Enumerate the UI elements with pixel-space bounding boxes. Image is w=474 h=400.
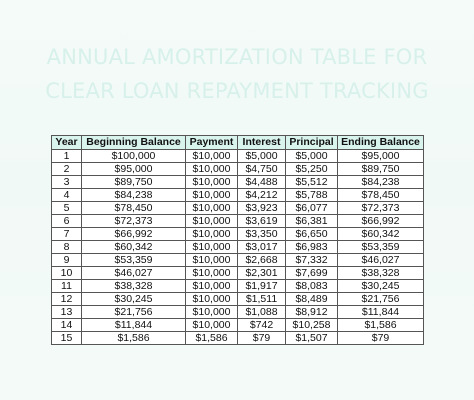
header-beginning-balance: Beginning Balance xyxy=(82,136,186,150)
cell-year: 9 xyxy=(52,254,82,267)
cell-beginning-balance: $38,328 xyxy=(82,280,186,293)
table-row xyxy=(52,293,424,306)
cell-interest: $79 xyxy=(238,332,286,345)
cell-year: 13 xyxy=(52,306,82,319)
cell-beginning-balance: $11,844 xyxy=(82,319,186,332)
cell-payment: $10,000 xyxy=(186,215,238,228)
cell-principal: $6,650 xyxy=(286,228,338,241)
cell-payment: $10,000 xyxy=(186,150,238,163)
cell-ending-balance: $46,027 xyxy=(338,254,424,267)
header-row xyxy=(52,136,424,150)
cell-interest: $3,923 xyxy=(238,202,286,215)
cell-payment: $10,000 xyxy=(186,202,238,215)
cell-principal: $5,788 xyxy=(286,189,338,202)
cell-interest: $3,017 xyxy=(238,241,286,254)
cell-year: 2 xyxy=(52,163,82,176)
cell-principal: $8,083 xyxy=(286,280,338,293)
cell-payment: $10,000 xyxy=(186,176,238,189)
title-line-2: CLEAR LOAN REPAYMENT TRACKING xyxy=(45,79,429,103)
cell-interest: $1,511 xyxy=(238,293,286,306)
table-row xyxy=(52,319,424,332)
cell-interest: $2,668 xyxy=(238,254,286,267)
cell-payment: $10,000 xyxy=(186,254,238,267)
header-payment: Payment xyxy=(186,136,238,150)
cell-year: 14 xyxy=(52,319,82,332)
cell-interest: $4,750 xyxy=(238,163,286,176)
cell-year: 8 xyxy=(52,241,82,254)
cell-principal: $7,332 xyxy=(286,254,338,267)
cell-interest: $5,000 xyxy=(238,150,286,163)
cell-principal: $7,699 xyxy=(286,267,338,280)
cell-beginning-balance: $66,992 xyxy=(82,228,186,241)
table-row xyxy=(52,163,424,176)
cell-year: 7 xyxy=(52,228,82,241)
cell-interest: $3,619 xyxy=(238,215,286,228)
cell-interest: $742 xyxy=(238,319,286,332)
header-principal: Principal xyxy=(286,136,338,150)
table-body xyxy=(52,150,424,345)
cell-beginning-balance: $53,359 xyxy=(82,254,186,267)
cell-year: 6 xyxy=(52,215,82,228)
cell-payment: $10,000 xyxy=(186,189,238,202)
cell-year: 4 xyxy=(52,189,82,202)
cell-ending-balance: $84,238 xyxy=(338,176,424,189)
table-row xyxy=(52,267,424,280)
cell-ending-balance: $78,450 xyxy=(338,189,424,202)
table-row xyxy=(52,306,424,319)
cell-ending-balance: $95,000 xyxy=(338,150,424,163)
cell-year: 10 xyxy=(52,267,82,280)
cell-principal: $5,000 xyxy=(286,150,338,163)
header-ending-balance: Ending Balance xyxy=(338,136,424,150)
table-row xyxy=(52,189,424,202)
cell-principal: $5,512 xyxy=(286,176,338,189)
cell-beginning-balance: $21,756 xyxy=(82,306,186,319)
cell-beginning-balance: $78,450 xyxy=(82,202,186,215)
document-title xyxy=(0,40,474,108)
cell-beginning-balance: $89,750 xyxy=(82,176,186,189)
cell-interest: $4,212 xyxy=(238,189,286,202)
table-row xyxy=(52,215,424,228)
cell-principal: $1,507 xyxy=(286,332,338,345)
cell-year: 5 xyxy=(52,202,82,215)
cell-ending-balance: $11,844 xyxy=(338,306,424,319)
cell-interest: $2,301 xyxy=(238,267,286,280)
header-year: Year xyxy=(52,136,82,150)
cell-year: 1 xyxy=(52,150,82,163)
cell-principal: $8,489 xyxy=(286,293,338,306)
table-header xyxy=(52,136,424,150)
cell-payment: $10,000 xyxy=(186,319,238,332)
cell-beginning-balance: $1,586 xyxy=(82,332,186,345)
title-line-1: ANNUAL AMORTIZATION TABLE FOR xyxy=(46,45,428,69)
header-interest: Interest xyxy=(238,136,286,150)
amortization-table-wrapper xyxy=(51,135,423,345)
cell-year: 11 xyxy=(52,280,82,293)
cell-ending-balance: $30,245 xyxy=(338,280,424,293)
cell-beginning-balance: $30,245 xyxy=(82,293,186,306)
cell-payment: $1,586 xyxy=(186,332,238,345)
cell-interest: $1,088 xyxy=(238,306,286,319)
cell-year: 3 xyxy=(52,176,82,189)
table-row xyxy=(52,150,424,163)
table-row xyxy=(52,332,424,345)
cell-beginning-balance: $95,000 xyxy=(82,163,186,176)
amortization-table xyxy=(51,135,424,345)
cell-principal: $6,381 xyxy=(286,215,338,228)
cell-interest: $3,350 xyxy=(238,228,286,241)
cell-beginning-balance: $60,342 xyxy=(82,241,186,254)
cell-ending-balance: $53,359 xyxy=(338,241,424,254)
cell-beginning-balance: $100,000 xyxy=(82,150,186,163)
cell-beginning-balance: $72,373 xyxy=(82,215,186,228)
cell-beginning-balance: $84,238 xyxy=(82,189,186,202)
cell-ending-balance: $1,586 xyxy=(338,319,424,332)
table-row xyxy=(52,280,424,293)
cell-payment: $10,000 xyxy=(186,267,238,280)
cell-year: 15 xyxy=(52,332,82,345)
cell-principal: $6,077 xyxy=(286,202,338,215)
cell-principal: $6,983 xyxy=(286,241,338,254)
cell-interest: $4,488 xyxy=(238,176,286,189)
table-row xyxy=(52,176,424,189)
cell-principal: $10,258 xyxy=(286,319,338,332)
cell-payment: $10,000 xyxy=(186,293,238,306)
cell-ending-balance: $79 xyxy=(338,332,424,345)
cell-payment: $10,000 xyxy=(186,306,238,319)
table-row xyxy=(52,202,424,215)
cell-year: 12 xyxy=(52,293,82,306)
table-row xyxy=(52,241,424,254)
cell-payment: $10,000 xyxy=(186,228,238,241)
cell-ending-balance: $66,992 xyxy=(338,215,424,228)
cell-beginning-balance: $46,027 xyxy=(82,267,186,280)
cell-ending-balance: $21,756 xyxy=(338,293,424,306)
cell-interest: $1,917 xyxy=(238,280,286,293)
cell-payment: $10,000 xyxy=(186,163,238,176)
cell-ending-balance: $89,750 xyxy=(338,163,424,176)
cell-payment: $10,000 xyxy=(186,280,238,293)
cell-ending-balance: $60,342 xyxy=(338,228,424,241)
table-row xyxy=(52,254,424,267)
cell-principal: $8,912 xyxy=(286,306,338,319)
table-row xyxy=(52,228,424,241)
cell-ending-balance: $38,328 xyxy=(338,267,424,280)
cell-payment: $10,000 xyxy=(186,241,238,254)
cell-principal: $5,250 xyxy=(286,163,338,176)
cell-ending-balance: $72,373 xyxy=(338,202,424,215)
